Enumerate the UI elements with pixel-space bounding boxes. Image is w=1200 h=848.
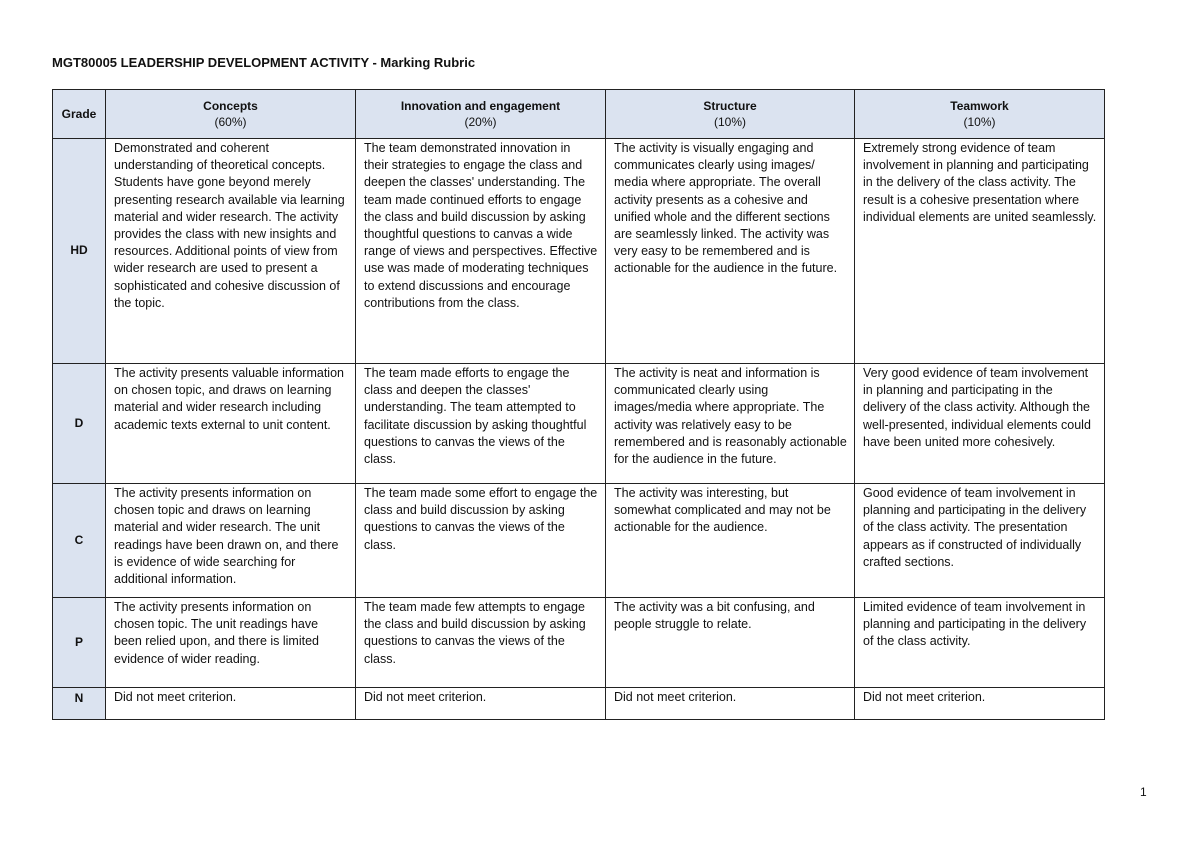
table-cell: The activity presents valuable information on chosen topic, and draws on learning material and wider research including academic texts external to unit content. bbox=[106, 364, 356, 484]
grade-column-header: Grade bbox=[53, 90, 106, 139]
table-cell: The activity was interesting, but somewhat complicated and may not be actionable for the audience. bbox=[606, 484, 855, 598]
table-cell: Did not meet criterion. bbox=[855, 688, 1105, 720]
criterion-weight: (60%) bbox=[214, 115, 247, 129]
grade-label: D bbox=[53, 364, 106, 484]
criterion-weight: (10%) bbox=[963, 115, 996, 129]
table-cell: The activity was a bit confusing, and people struggle to relate. bbox=[606, 598, 855, 688]
table-cell: The team made few attempts to engage the class and build discussion by asking questions to canvas the views of the class. bbox=[356, 598, 606, 688]
table-cell: The team made efforts to engage the class and deepen the classes' understanding. The team attempted to facilitate discussion by asking thoughtful questions to canvas the views of the class. bbox=[356, 364, 606, 484]
criterion-header-structure bbox=[606, 90, 855, 139]
table-header-row bbox=[53, 90, 1105, 139]
criterion-weight: (10%) bbox=[713, 115, 746, 129]
grade-label: N bbox=[53, 688, 106, 720]
criterion-name: Teamwork bbox=[950, 99, 1009, 113]
table-cell: Good evidence of team involvement in planning and participating in the delivery of the class activity. The presentation appears as if constructed of individually crafted sections. bbox=[855, 484, 1105, 598]
table-row-c bbox=[53, 484, 1105, 598]
table-cell: The activity is visually engaging and communicates clearly using images/ media where appropriate. The overall activity presents as a cohesive and unified whole and the different sections are seamlessly linked. The activity was very easy to be remembered and is actionable for the audience in the future. bbox=[606, 139, 855, 364]
table-cell: The activity presents information on chosen topic. The unit readings have been relied upon, and there is limited evidence of wider reading. bbox=[106, 598, 356, 688]
table-cell: Extremely strong evidence of team involvement in planning and participating in the delivery of the class activity. The result is a cohesive presentation where individual elements are united seamlessly. bbox=[855, 139, 1105, 364]
table-row-d bbox=[53, 364, 1105, 484]
table-row-hd bbox=[53, 139, 1105, 364]
table-cell: The activity presents information on chosen topic and draws on learning material and wider research. The unit readings have been drawn on, and there is evidence of wide searching for additional information. bbox=[106, 484, 356, 598]
criterion-header-teamwork bbox=[855, 90, 1105, 139]
table-cell: The team made some effort to engage the class and build discussion by asking questions to canvas the views of the class. bbox=[356, 484, 606, 598]
grade-label: C bbox=[53, 484, 106, 598]
table-cell: Did not meet criterion. bbox=[606, 688, 855, 720]
document-title: MGT80005 LEADERSHIP DEVELOPMENT ACTIVITY - Marking Rubric bbox=[52, 55, 476, 70]
table-row-n bbox=[53, 688, 1105, 720]
grade-label: P bbox=[53, 598, 106, 688]
marking-rubric-table bbox=[52, 89, 1105, 720]
grade-label: HD bbox=[53, 139, 106, 364]
table-cell: Demonstrated and coherent understanding of theoretical concepts. Students have gone beyond merely presenting research available via learning material and wider research. The activity provides the class with new insights and resources. Additional points of view from wider research are used to present a sophisticated and cohesive discussion of the topic. bbox=[106, 139, 356, 364]
table-cell: The activity is neat and information is communicated clearly using images/media where appropriate. The activity was relatively easy to be remembered and is reasonably actionable for the audience in the future. bbox=[606, 364, 855, 484]
table-row-p bbox=[53, 598, 1105, 688]
table-cell: Limited evidence of team involvement in planning and participating in the delivery of the class activity. bbox=[855, 598, 1105, 688]
table-cell: Did not meet criterion. bbox=[106, 688, 356, 720]
criterion-name: Structure bbox=[703, 99, 757, 113]
table-cell: Very good evidence of team involvement in planning and participating in the delivery of the class activity. Although the well-presented, individual elements could have been united more cohesively. bbox=[855, 364, 1105, 484]
page-number: 1 bbox=[1140, 785, 1147, 799]
criterion-header-innovation bbox=[356, 90, 606, 139]
criterion-weight: (20%) bbox=[464, 115, 497, 129]
criterion-name: Innovation and engagement bbox=[400, 99, 561, 113]
criterion-header-concepts bbox=[106, 90, 356, 139]
table-cell: Did not meet criterion. bbox=[356, 688, 606, 720]
criterion-name: Concepts bbox=[203, 99, 258, 113]
table-cell: The team demonstrated innovation in their strategies to engage the class and deepen the classes' understanding. The team made continued efforts to engage the class and build discussion by asking thoughtful questions to canvas a wide range of views and perspectives. Effective use was made of moderating techniques to extend discussions and encourage contributions from the class. bbox=[356, 139, 606, 364]
